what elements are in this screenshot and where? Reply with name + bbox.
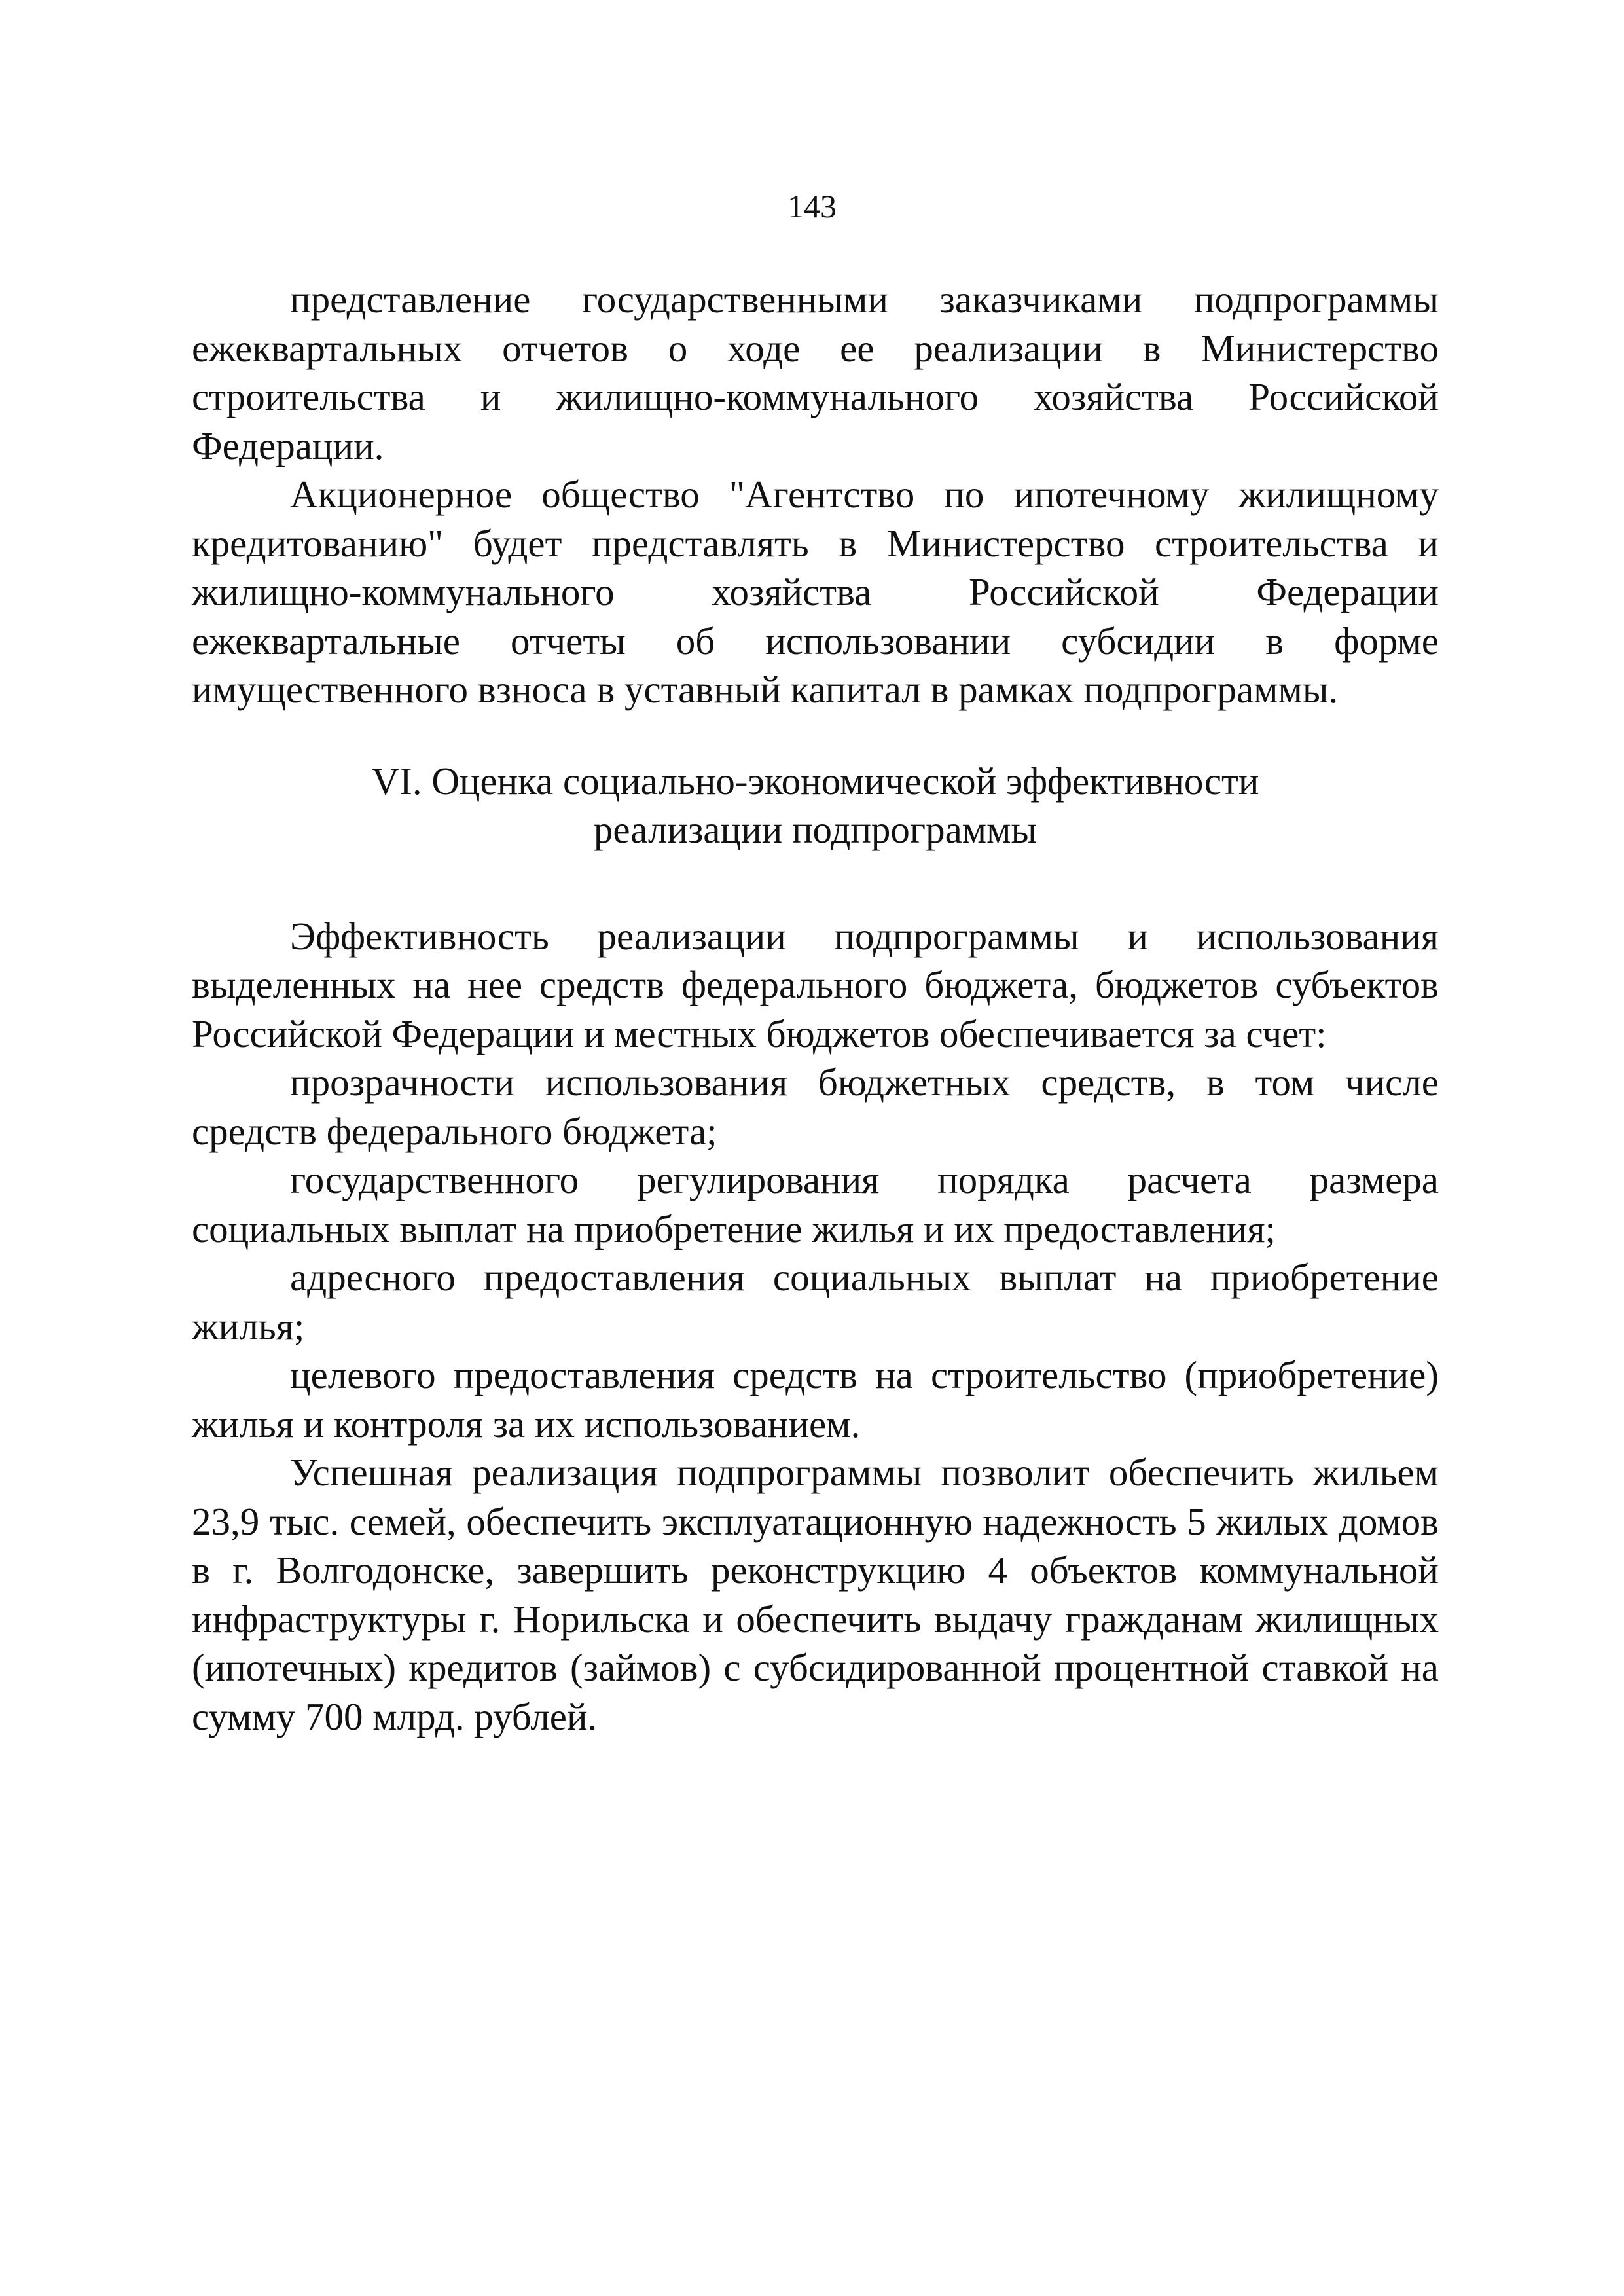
body-paragraph: Успешная реализация подпрограммы позволит обеспечить жильем 23,9 тыс. семей, обеспечить эксплуатационную надежность 5 жилых домов в г. Волгодонске, завершить реконструкцию 4 объектов коммунальной инфраструктуры г. Норильска и обеспечить выдачу гражданам жилищных (ипотечных) кредитов (займов) с субсидированной процентной ставкой на сумму 700 млрд. рублей. <box>192 1451 1439 1738</box>
section-heading-line: VI. Оценка социально-экономической эффективности <box>371 759 1259 803</box>
body-paragraph: государственного регулирования порядка расчета размера социальных выплат на приобретение жилья и их предоставления; <box>192 1158 1439 1250</box>
body-paragraph: прозрачности использования бюджетных средств, в том числе средств федерального бюджета; <box>192 1061 1439 1153</box>
body-paragraph: адресного предоставления социальных выплат на приобретение жилья; <box>192 1256 1439 1348</box>
section-heading-line: реализации подпрограммы <box>593 808 1038 851</box>
body-paragraph: Акционерное общество "Агентство по ипотечному жилищному кредитованию" будет представлять в Министерство строительства и жилищно-коммунального хозяйства Российской Федерации ежеквартальные отчеты об использовании субсидии в форме имущественного взноса в уставный капитал в рамках подпрограммы. <box>192 473 1439 711</box>
body-paragraph: целевого предоставления средств на строительство (приобретение) жилья и контроля за их использованием. <box>192 1353 1439 1446</box>
document-body <box>192 275 1439 1741</box>
body-paragraph: представление государственными заказчиками подпрограммы ежеквартальных отчетов о ходе ее реализации в Министерство строительства и жилищно-коммунального хозяйства Российской Федерации. <box>192 278 1439 467</box>
section-heading <box>192 757 1439 854</box>
page-number: 143 <box>787 188 837 225</box>
body-paragraph: Эффективность реализации подпрограммы и использования выделенных на нее средств федерального бюджета, бюджетов субъектов Российской Федерации и местных бюджетов обеспечивается за счет: <box>192 914 1439 1055</box>
